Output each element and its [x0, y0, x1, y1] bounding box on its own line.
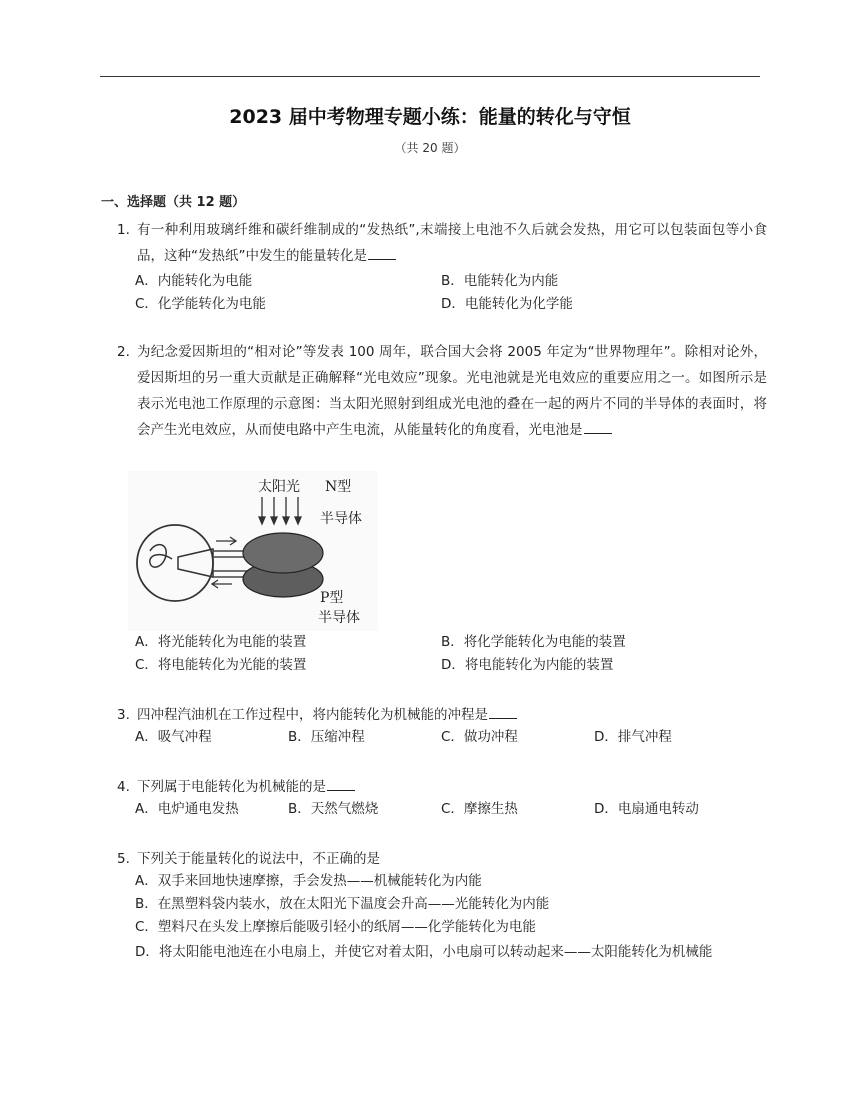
option-c[interactable]: C．摩擦生热 — [441, 801, 518, 817]
answer-blank[interactable] — [327, 776, 355, 791]
option-c[interactable]: C．做功冲程 — [441, 729, 518, 745]
n-type-label: N型 — [325, 479, 352, 495]
question-number: 3. — [117, 707, 130, 723]
option-d[interactable]: D．将太阳能电池连在小电扇上，并使它对着太阳，小电扇可以转动起来——太阳能转化为机械能 — [135, 944, 713, 960]
section-heading: 一、选择题（共 12 题） — [101, 195, 246, 210]
question-stem: 有一种利用玻璃纤维和碳纤维制成的“发热纸”,末端接上电池不久后就会发热，用它可以包装面包等小食品，这种“发热纸”中发生的能量转化是 — [137, 222, 767, 264]
question-stem: 为纪念爱因斯坦的“相对论”等发表 100 周年，联合国大会将 2005 年定为“世界物理年”。除相对论外，爱因斯坦的另一重大贡献是正确解释“光电效应”现象。光电池就是光电效应的重要应用之一。如图所示是表示光电池工作原理的示意图：当太阳光照射到组成光电池的叠在一起的两片不同的半导体的表面时，将会产生光电效应，从而使电路中产生电流，从能量转化的角度看，光电池是 — [137, 344, 767, 438]
photocell-diagram — [128, 471, 378, 631]
option-b[interactable]: B．天然气燃烧 — [288, 801, 379, 817]
p-type-label-2: 半导体 — [318, 610, 360, 626]
option-b[interactable]: B．在黑塑料袋内装水，放在太阳光下温度会升高——光能转化为内能 — [135, 896, 550, 912]
option-a[interactable]: A．电炉通电发热 — [135, 801, 239, 817]
question-number: 1. — [117, 222, 130, 238]
option-d[interactable]: D．将电能转化为内能的装置 — [441, 657, 614, 673]
option-a[interactable]: A．将光能转化为电能的装置 — [135, 634, 307, 650]
question-stem: 下列属于电能转化为机械能的是 — [137, 779, 326, 795]
option-a[interactable]: A．吸气冲程 — [135, 729, 212, 745]
sunlight-label: 太阳光 — [258, 479, 300, 495]
option-c[interactable]: C．将电能转化为光能的装置 — [135, 657, 307, 673]
n-semiconductor-disc — [243, 533, 323, 573]
p-type-label: P型 — [320, 590, 344, 606]
option-c[interactable]: C．塑料尺在头发上摩擦后能吸引轻小的纸屑——化学能转化为电能 — [135, 919, 536, 935]
question-number: 5. — [117, 851, 130, 867]
option-a[interactable]: A．双手来回地快速摩擦，手会发热——机械能转化为内能 — [135, 873, 482, 889]
question-3 — [117, 702, 767, 728]
option-b[interactable]: B．将化学能转化为电能的装置 — [441, 634, 626, 650]
option-d[interactable]: D．电扇通电转动 — [594, 801, 699, 817]
question-stem: 下列关于能量转化的说法中，不正确的是 — [137, 851, 380, 867]
header-rule — [100, 76, 760, 77]
question-2 — [117, 339, 767, 443]
answer-blank[interactable] — [368, 245, 396, 260]
option-d[interactable]: D．排气冲程 — [594, 729, 672, 745]
page-title: 2023 届中考物理专题小练：能量的转化与守恒 — [229, 106, 631, 128]
option-b[interactable]: B．压缩冲程 — [288, 729, 365, 745]
answer-blank[interactable] — [489, 704, 517, 719]
option-a[interactable]: A．内能转化为电能 — [135, 273, 253, 289]
answer-blank[interactable] — [584, 419, 612, 434]
question-number: 4. — [117, 779, 130, 795]
page-subtitle: （共 20 题） — [394, 141, 466, 155]
option-d-wrapped[interactable] — [102, 939, 762, 965]
option-d[interactable]: D．电能转化为化学能 — [441, 296, 573, 312]
option-b[interactable]: B．电能转化为内能 — [441, 273, 559, 289]
question-1 — [117, 217, 767, 269]
question-5 — [117, 846, 767, 872]
question-stem: 四冲程汽油机在工作过程中，将内能转化为机械能的冲程是 — [137, 707, 488, 723]
option-c[interactable]: C．化学能转化为电能 — [135, 296, 266, 312]
n-type-label-2: 半导体 — [320, 511, 362, 527]
question-4 — [117, 774, 767, 800]
question-number: 2. — [117, 344, 130, 360]
